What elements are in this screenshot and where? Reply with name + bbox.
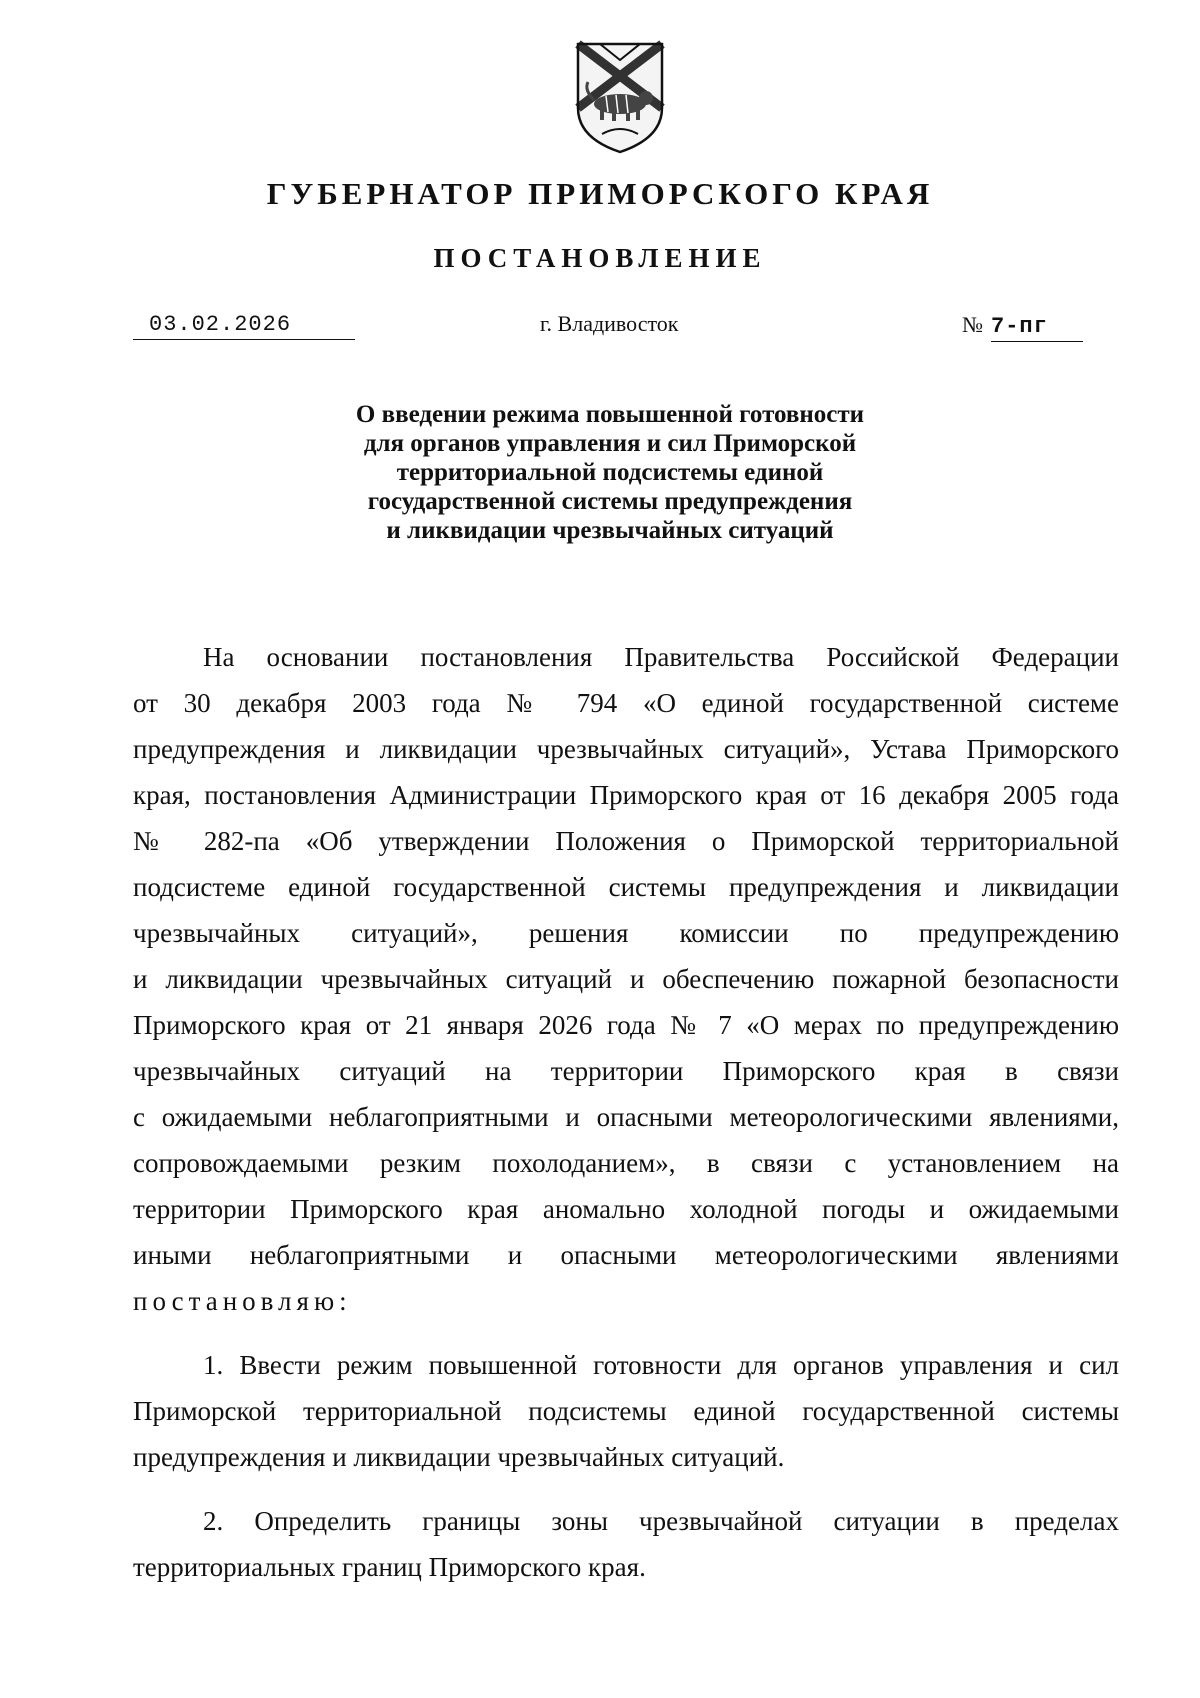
number-value: 7-пг [991, 313, 1083, 342]
body-line: края, постановления Администрации Приморского края от 16 декабря 2005 года [133, 780, 1119, 810]
issuing-authority: ГУБЕРНАТОР ПРИМОРСКОГО КРАЯ [266, 176, 934, 211]
body-line: с ожидаемыми неблагоприятными и опасными метеорологическими явлениями, [133, 1102, 1119, 1132]
document-date: 03.02.2026 [133, 311, 355, 340]
body-line: № 282-па «Об утверждении Положения о Приморской территориальной [133, 826, 1119, 856]
resolve-word: постановляю: [133, 1286, 352, 1316]
body-line: иными неблагоприятными и опасными метеорологическими явлениями [133, 1240, 1119, 1270]
body-line: Приморской территориальной подсистемы единой государственной системы [133, 1396, 1119, 1426]
body-line: На основании постановления Правительства Российской Федерации [203, 642, 1119, 672]
preamble-paragraph [133, 634, 1119, 1324]
body-line: территориальных границ Приморского края. [133, 1552, 646, 1582]
body-line: Приморского края от 21 января 2026 года № 7 «О мерах по предупреждению [133, 1010, 1119, 1040]
body-line: подсистеме единой государственной системы предупреждения и ликвидации [133, 872, 1119, 902]
title-line: территориальной подсистемы единой [396, 459, 824, 486]
body-line: и ликвидации чрезвычайных ситуаций и обеспечению пожарной безопасности [133, 964, 1119, 994]
body-line: чрезвычайных ситуаций на территории Приморского края в связи [133, 1056, 1119, 1086]
body-line: предупреждения и ликвидации чрезвычайных ситуаций. [133, 1442, 785, 1472]
primorsky-krai-coat-of-arms-icon [572, 38, 668, 156]
document-title [300, 400, 920, 545]
document-body [133, 634, 1119, 1590]
item-1 [133, 1342, 1119, 1480]
title-line: и ликвидации чрезвычайных ситуаций [386, 517, 834, 544]
title-line: государственной системы предупреждения [367, 488, 853, 515]
body-line: 1. Ввести режим повышенной готовности для органов управления и сил [203, 1350, 1119, 1380]
document-number [962, 311, 1083, 342]
title-line: для органов управления и сил Приморской [363, 430, 857, 457]
number-sign: № [962, 312, 983, 337]
body-line: 2. Определить границы зоны чрезвычайной ситуации в пределах [203, 1506, 1119, 1536]
body-line: предупреждения и ликвидации чрезвычайных ситуаций», Устава Приморского [133, 734, 1119, 764]
body-line: территории Приморского края аномально холодной погоды и ожидаемыми [133, 1194, 1119, 1224]
item-2 [133, 1498, 1119, 1590]
document-city: г. Владивосток [540, 311, 679, 336]
body-line: от 30 декабря 2003 года № 794 «О единой государственной системе [133, 688, 1119, 718]
body-line: чрезвычайных ситуаций», решения комиссии по предупреждению [133, 918, 1119, 948]
title-line: О введении режима повышенной готовности [355, 401, 865, 428]
body-line: сопровождаемыми резким похолоданием», в связи с установлением на [133, 1148, 1119, 1178]
document-type: ПОСТАНОВЛЕНИЕ [433, 243, 767, 273]
